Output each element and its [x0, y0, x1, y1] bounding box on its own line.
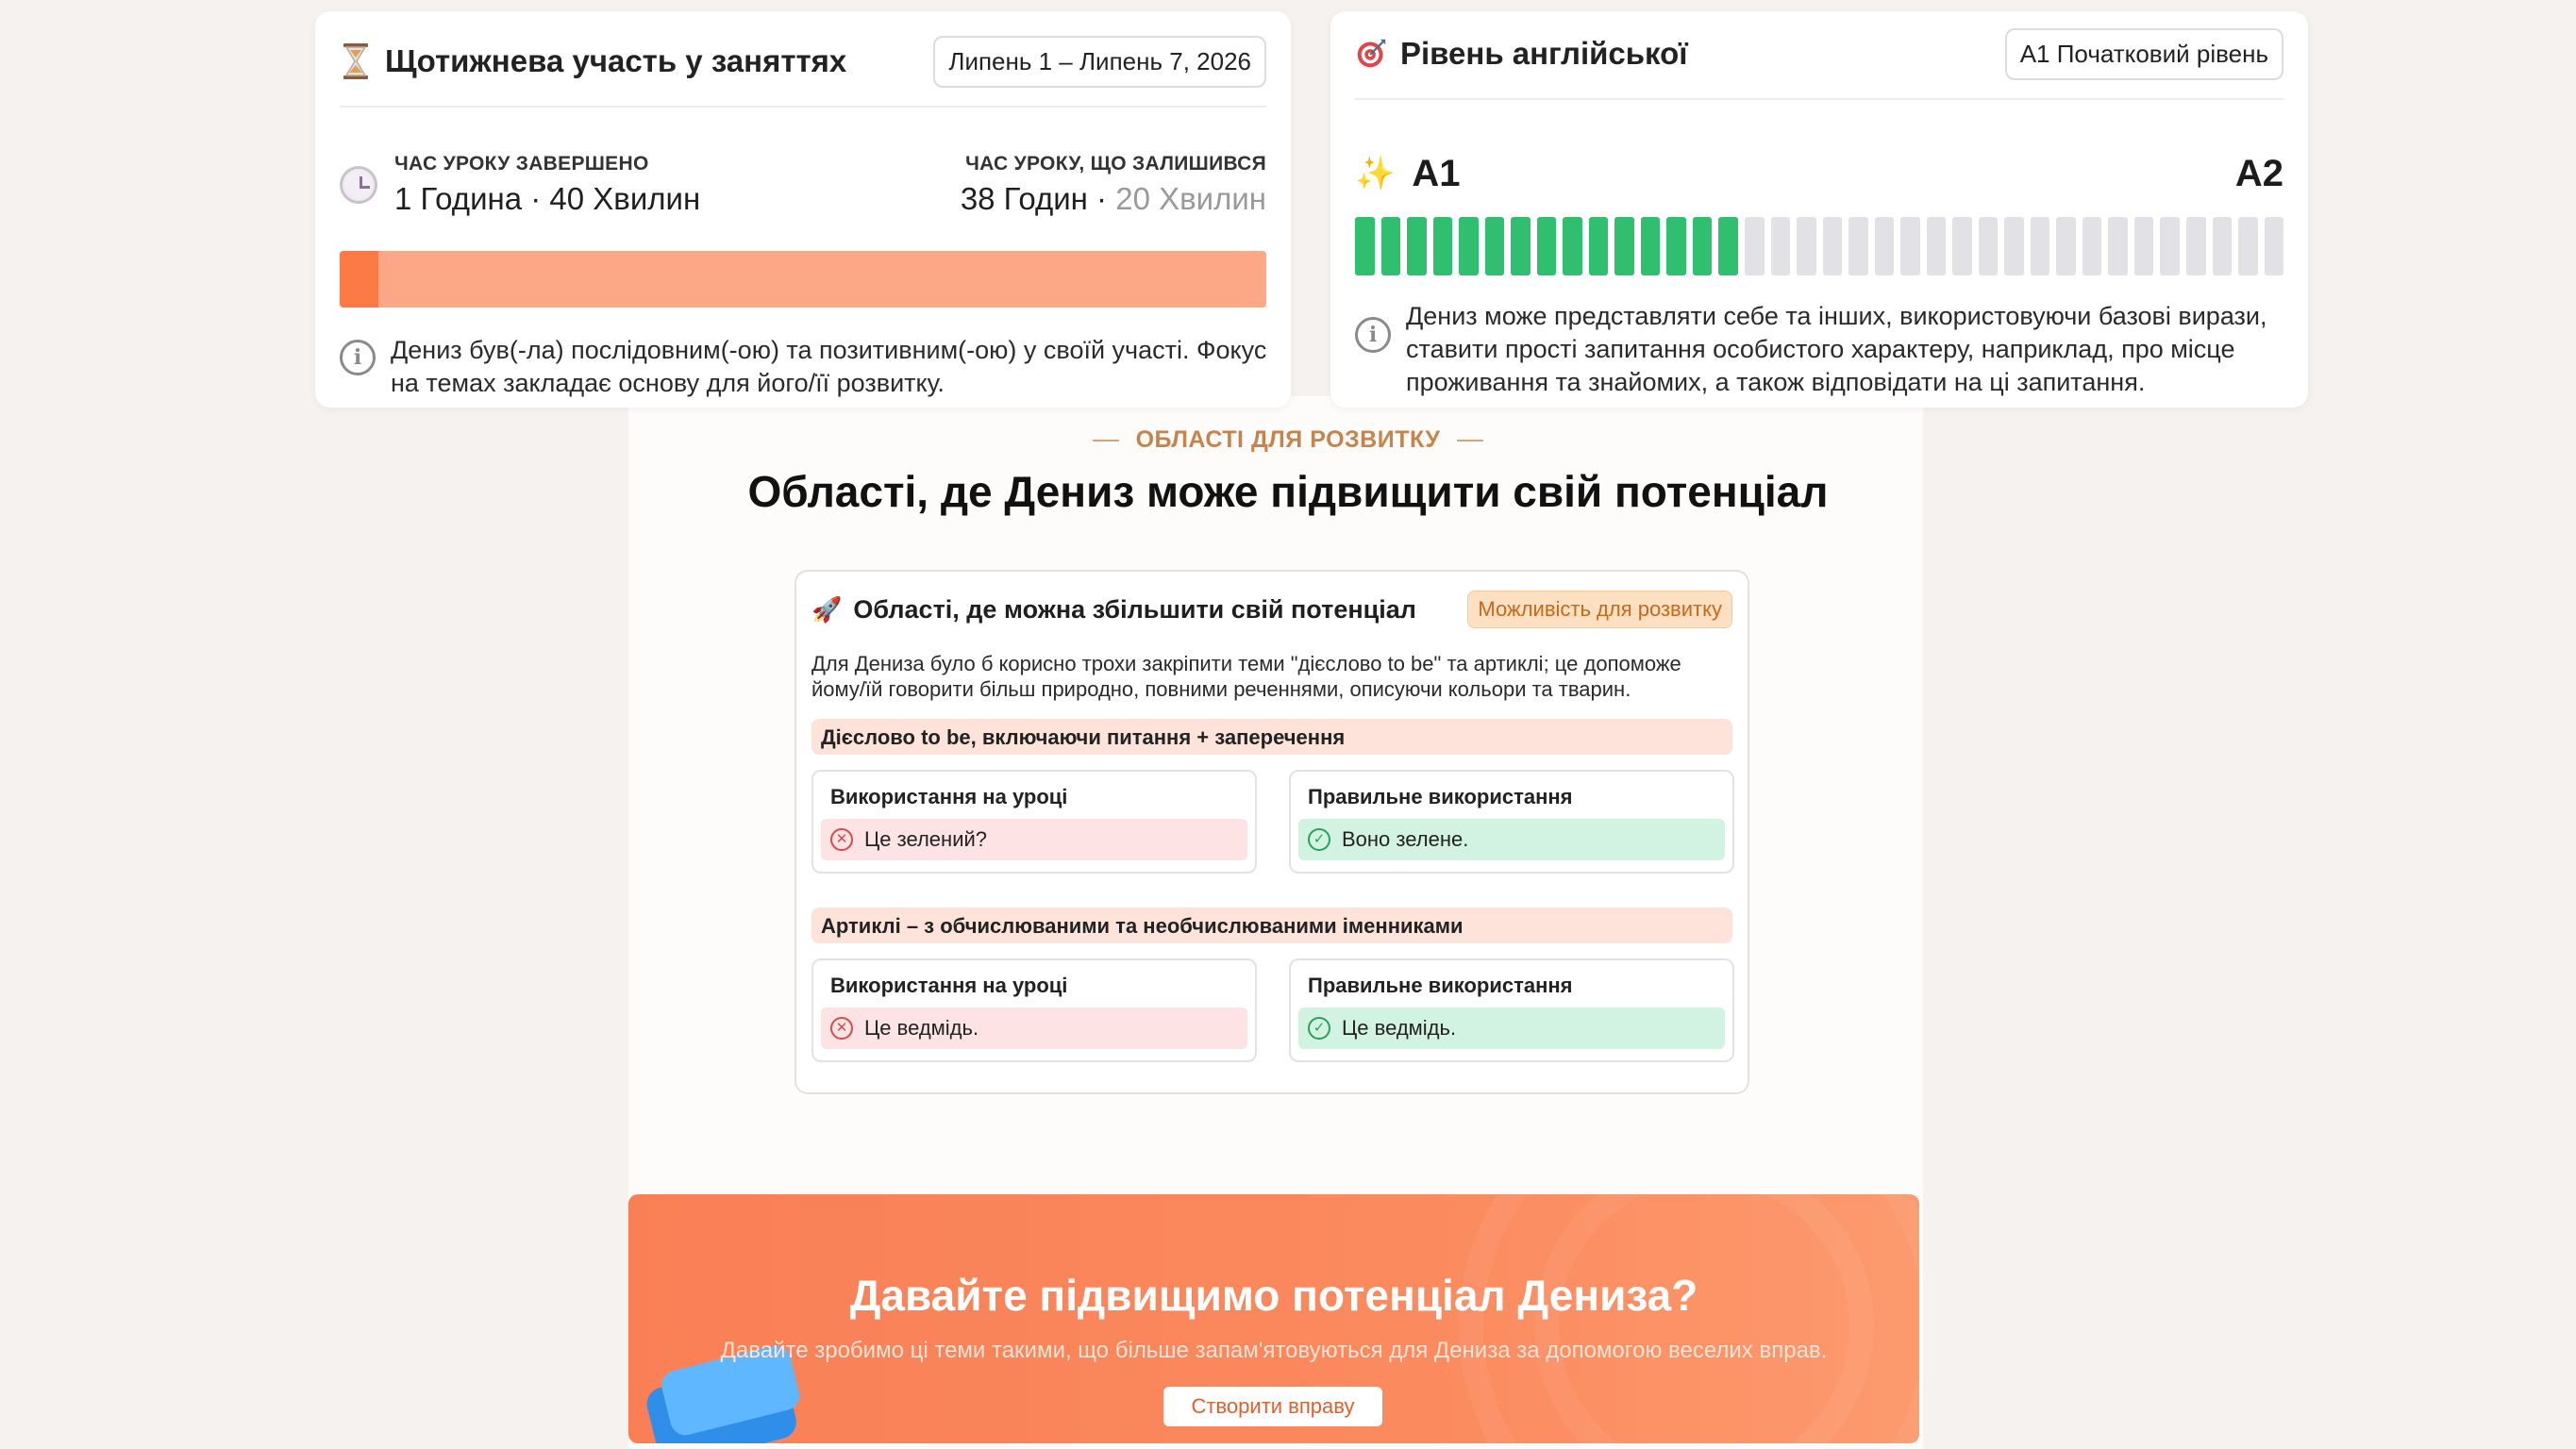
level-segment [2238, 217, 2258, 275]
level-segment [1693, 217, 1713, 275]
level-segment [1927, 217, 1947, 275]
level-segment [1614, 217, 1634, 275]
used-in-lesson-text: Це зелений? [864, 827, 988, 851]
used-in-lesson-box [811, 770, 1257, 874]
english-level-card [1330, 11, 2308, 408]
completed-time [340, 153, 700, 217]
level-segment [1355, 217, 1375, 275]
info-icon: i [340, 340, 376, 375]
remaining-label: ЧАС УРОКУ, ЩО ЗАЛИШИВСЯ [965, 153, 1266, 175]
level-segment [1848, 217, 1868, 275]
check-circle-icon: ✓ [1308, 828, 1330, 851]
check-circle-icon: ✓ [1308, 1017, 1330, 1040]
level-segment [2056, 217, 2076, 275]
english-level-note-text: Дениз може представляти себе та інших, використовуючи базові вирази, ставити прості запитання особистого характеру, наприклад, про місце проживання та знайомих, а також відповідати на ці запитання. [1406, 302, 2267, 396]
level-segment [1745, 217, 1765, 275]
topic-title: Артиклі – з обчислюваними та необчислюваними іменниками [811, 908, 1732, 943]
current-level-label: A1 [1412, 152, 1461, 194]
level-segment [2160, 217, 2180, 275]
level-segment [1433, 217, 1453, 275]
correct-usage-label: Правильне використання [1308, 785, 1573, 808]
level-segment [1537, 217, 1557, 275]
lesson-progress-bar [340, 251, 1266, 308]
used-in-lesson-example [821, 819, 1247, 860]
level-badge: А1 Початковий рівень [2005, 28, 2283, 80]
next-level-label: A2 [2234, 152, 2283, 194]
correct-usage-text: Це ведмідь. [1342, 1016, 1457, 1040]
correct-usage-label: Правильне використання [1308, 974, 1573, 997]
attendance-title-group [340, 42, 846, 80]
level-segment [2134, 217, 2154, 275]
level-segment [1952, 217, 1972, 275]
english-level-title: Рівень англійської [1400, 36, 1688, 71]
growth-section-title: Області, де Дениз може підвищити свій потенціал [747, 467, 1829, 516]
used-in-lesson-example [821, 1008, 1247, 1049]
target-icon [1355, 35, 1387, 73]
level-segment [1900, 217, 1920, 275]
x-circle-icon: ✕ [830, 1017, 853, 1040]
sparkle-icon: ✨ [1355, 156, 1396, 192]
used-in-lesson-label: Використання на уроці [830, 974, 1068, 997]
level-segment [2004, 217, 2024, 275]
used-in-lesson-box [811, 958, 1257, 1062]
attendance-note-text: Дениз був(-ла) послідовним(-ою) та позитивним(-ою) у своїй участі. Фокус на темах закладає основу для його/її розвитку. [391, 336, 1267, 397]
level-segment [2083, 217, 2102, 275]
level-segment [2031, 217, 2050, 275]
level-segment [2265, 217, 2284, 275]
correct-usage-text: Воно зелене. [1342, 827, 1469, 851]
correct-usage-box [1289, 770, 1734, 874]
growth-card-title-group [811, 595, 1416, 625]
topic-title: Дієслово to be, включаючи питання + заперечення [811, 719, 1732, 755]
growth-card-header [811, 587, 1732, 632]
level-segment [1381, 217, 1401, 275]
english-level-note [1355, 300, 2289, 399]
current-level [1355, 153, 1460, 195]
level-range [1355, 145, 2283, 202]
growth-card-description: Для Дениза було б корисно трохи закріпити теми "дієслово to be" та артиклі; це допоможе йому/їй говорити більш природно, повними реченнями, описуючи кольори та тварин. [811, 652, 1681, 701]
level-segment [1979, 217, 1999, 275]
correct-usage-example [1298, 1008, 1725, 1049]
level-segment [1771, 217, 1791, 275]
x-circle-icon: ✕ [830, 828, 853, 851]
used-in-lesson-label: Використання на уроці [830, 785, 1068, 808]
level-segment [2108, 217, 2128, 275]
lesson-time-stats [340, 153, 1266, 228]
rocket-icon: 🚀 [811, 594, 843, 624]
level-segment [1875, 217, 1895, 275]
level-segment [1407, 217, 1427, 275]
growth-card-title: Області, де можна збільшити свій потенціал [853, 594, 1416, 624]
info-icon: i [1355, 317, 1391, 353]
level-segment [1459, 217, 1479, 275]
remaining-value [961, 181, 1266, 217]
correct-usage-box [1289, 958, 1734, 1062]
level-segment [1589, 217, 1609, 275]
date-range-pill[interactable]: Липень 1 – Липень 7, 2026 [933, 36, 1266, 88]
level-segment [1823, 217, 1843, 275]
cta-title: Давайте підвищимо потенціал Дениза? [849, 1271, 1698, 1320]
growth-eyebrow: ОБЛАСТІ ДЛЯ РОЗВИТКУ [0, 426, 2576, 454]
level-progress-segments [1355, 217, 2283, 275]
correct-usage-example [1298, 819, 1725, 860]
completed-label: ЧАС УРОКУ ЗАВЕРШЕНО [394, 153, 649, 175]
level-segment [1563, 217, 1582, 275]
hourglass-icon [340, 42, 372, 80]
completed-value: 1 Година · 40 Хвилин [394, 181, 701, 216]
weekly-attendance-card [315, 11, 1291, 408]
used-in-lesson-text: Це ведмідь. [864, 1016, 979, 1040]
level-segment [2213, 217, 2233, 275]
cta-banner [628, 1194, 1919, 1443]
attendance-note [340, 334, 1272, 400]
remaining-time [961, 153, 1266, 217]
attendance-header [340, 38, 1266, 108]
level-segment [1511, 217, 1531, 275]
cta-subtitle: Давайте зробимо ці теми такими, що більше запам'ятовуються для Дениза за допомогою веселих вправ. [720, 1338, 1828, 1363]
level-segment [1666, 217, 1686, 275]
level-segment [1797, 217, 1816, 275]
english-level-header [1355, 30, 2283, 100]
english-level-title-group [1355, 35, 1688, 73]
lesson-progress-fill [340, 251, 378, 308]
remaining-minutes: 20 Хвилин [1115, 181, 1266, 216]
remaining-hours: 38 Годин · [960, 181, 1108, 216]
clock-icon [340, 166, 377, 204]
growth-card [795, 570, 1749, 1094]
create-exercise-button[interactable]: Створити вправу [1163, 1387, 1382, 1426]
level-segment [1641, 217, 1661, 275]
level-segment [1718, 217, 1738, 275]
level-segment [1485, 217, 1505, 275]
level-segment [2186, 217, 2206, 275]
attendance-title: Щотижнева участь у заняттях [385, 43, 847, 78]
opportunity-badge: Можливість для розвитку [1467, 591, 1732, 628]
